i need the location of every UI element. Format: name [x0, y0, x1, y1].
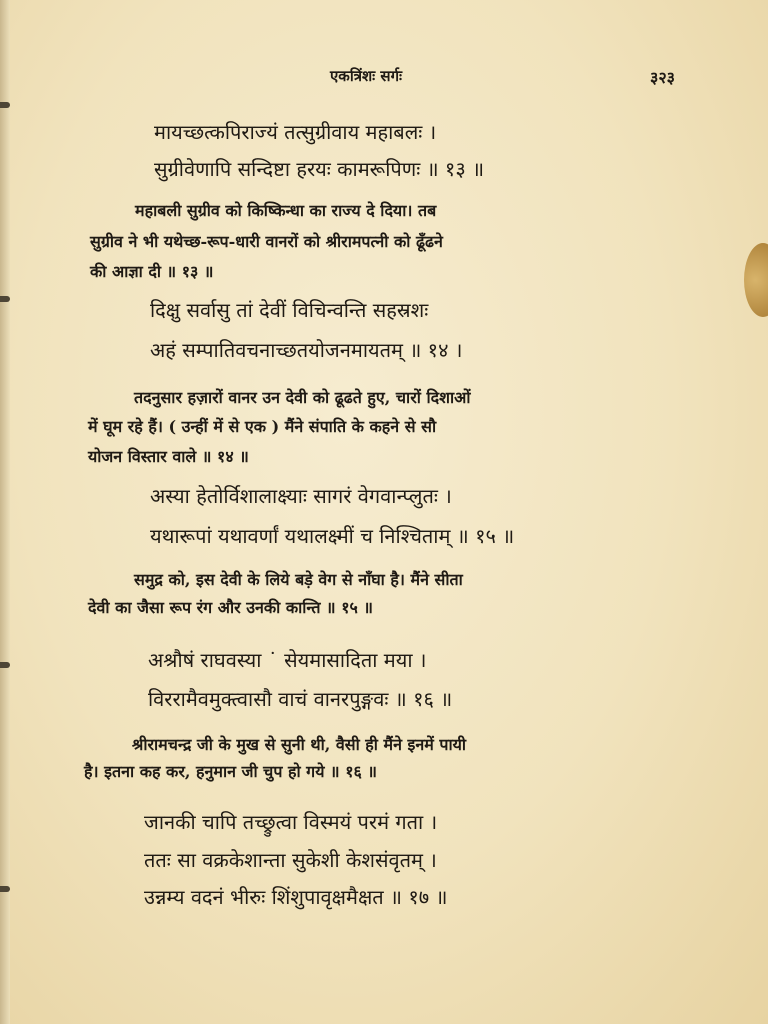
- translation-line: सुग्रीव ने भी यथेच्छ-रूप-धारी वानरों को श्रीरामपत्नी को ढूँढने: [90, 232, 443, 251]
- page-binding-edge: [0, 0, 10, 1024]
- chapter-title: एकत्रिंशः सर्गः: [330, 67, 403, 85]
- translation-line: है। इतना कह कर, हनुमान जी चुप हो गये ॥ १६ ॥: [84, 762, 377, 781]
- page-number: ३२३: [650, 68, 675, 87]
- binding-stitch: [0, 886, 10, 892]
- verse-line: ततः सा वक्रकेशान्ता सुकेशी केशसंवृतम् ।: [144, 848, 437, 872]
- verse-line: उन्नम्य वदनं भीरुः शिंशुपावृक्षमैक्षत ॥ १७ ॥: [144, 885, 448, 909]
- verse-line: दिक्षु सर्वासु तां देवीं विचिन्वन्ति सहस्रशः: [150, 298, 429, 322]
- verse-line: अहं सम्पातिवचनाच्छतयोजनमायतम् ॥ १४ ।: [150, 338, 463, 362]
- translation-line: देवी का जैसा रूप रंग और उनकी कान्ति ॥ १५ ॥: [88, 598, 373, 617]
- translation-line: योजन विस्तार वाले ॥ १४ ॥: [88, 447, 249, 466]
- verse-line: अस्या हेतोर्विशालाक्ष्याः सागरं वेगवान्प्लुतः ।: [150, 484, 452, 508]
- binding-stitch: [0, 102, 10, 108]
- verse-line: यथारूपां यथावर्णां यथालक्ष्मीं च निश्चिताम् ॥ १५ ॥: [150, 524, 515, 548]
- translation-line: महाबली सुग्रीव को किष्किन्धा का राज्य दे दिया। तब: [135, 201, 437, 220]
- verse-line: सुग्रीवेणापि सन्दिष्टा हरयः कामरूपिणः ॥ १३ ॥: [154, 157, 485, 181]
- verse-line: विररामैवमुक्त्वासौ वाचं वानरपुङ्गवः ॥ १६ ॥: [148, 687, 453, 711]
- translation-line: की आज्ञा दी ॥ १३ ॥: [90, 262, 214, 281]
- translation-line: श्रीरामचन्द्र जी के मुख से सुनी थी, वैसी ही मैंने इनमें पायी: [132, 735, 467, 754]
- verse-line: अश्रौषं राघवस्या ˙ सेयमासादिता मया ।: [148, 648, 427, 672]
- translation-line: समुद्र को, इस देवी के लिये बड़े वेग से नाँघा है। मैंने सीता: [134, 570, 463, 589]
- verse-line: जानकी चापि तच्छ्रुत्वा विस्मयं परमं गता ।: [144, 810, 438, 834]
- verse-line: मायच्छत्कपिराज्यं तत्सुग्रीवाय महाबलः ।: [154, 120, 437, 144]
- page-tab-marker: [744, 243, 768, 317]
- translation-line: में घूम रहे हैं। ( उन्हीं में से एक ) मैंने संपाति के कहने से सौ: [88, 417, 437, 436]
- binding-stitch: [0, 662, 10, 668]
- page-header: [0, 66, 768, 90]
- translation-line: तदनुसार हज़ारों वानर उन देवी को ढूढते हुए, चारों दिशाओं: [134, 388, 471, 407]
- binding-stitch: [0, 296, 10, 302]
